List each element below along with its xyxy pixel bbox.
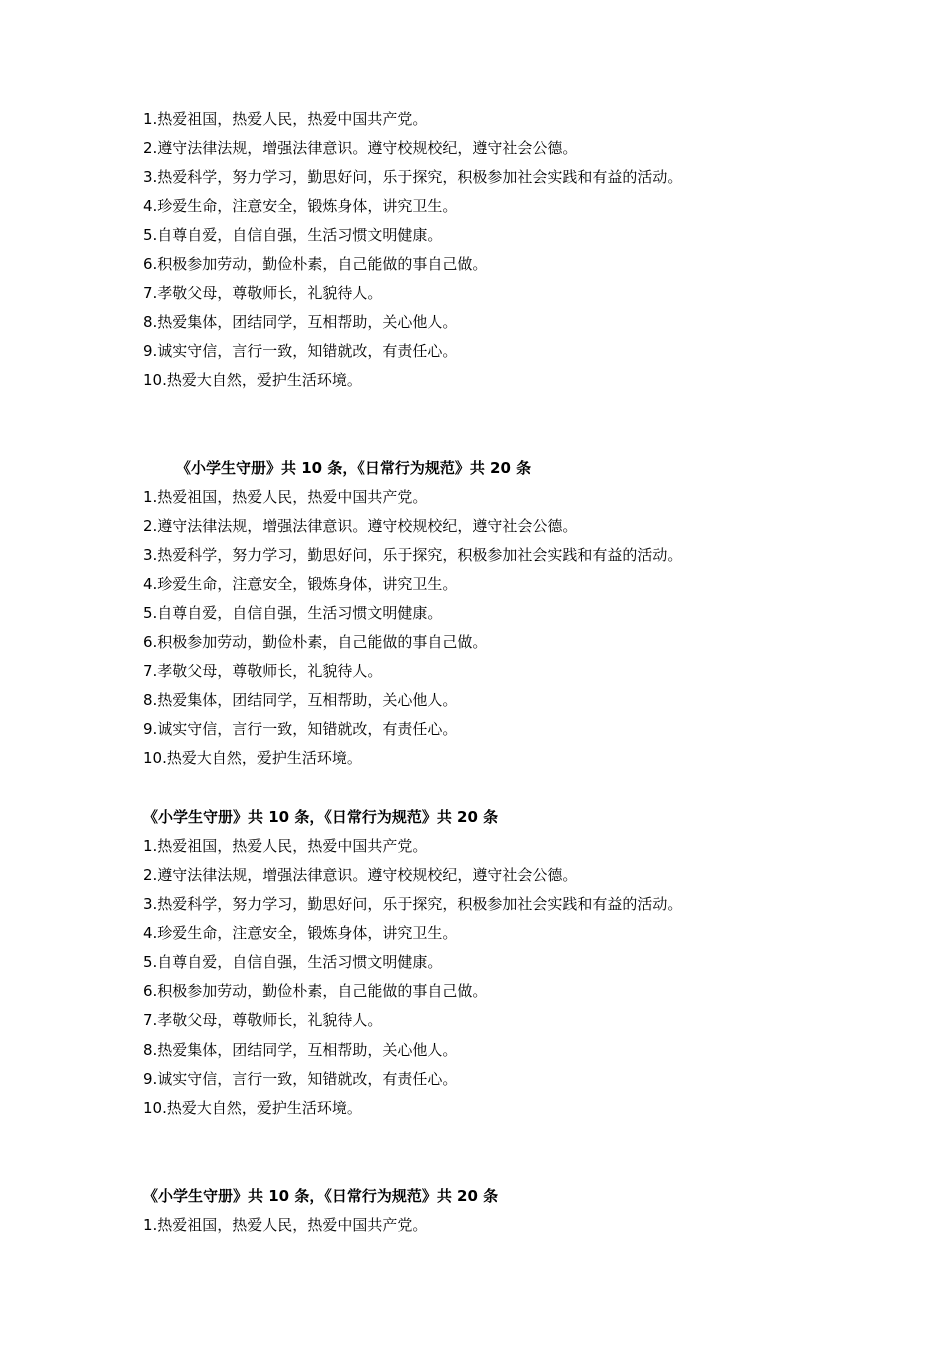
list-item: 7.孝敬父母，尊敬师长，礼貌待人。 [143, 1011, 383, 1029]
list-item: 1.热爱祖国，热爱人民，热爱中国共产党。 [143, 837, 428, 855]
list-item: 10.热爱大自然，爱护生活环境。 [143, 749, 362, 767]
section-heading: 《小学生守册》共 10 条，《日常行为规范》共 20 条 [143, 1187, 499, 1205]
list-item: 1.热爱祖国，热爱人民，热爱中国共产党。 [143, 1216, 428, 1234]
list-item: 5.自尊自爱，自信自强，生活习惯文明健康。 [143, 604, 443, 622]
list-item: 1.热爱祖国，热爱人民，热爱中国共产党。 [143, 110, 428, 128]
section-heading: 《小学生守册》共 10 条，《日常行为规范》共 20 条 [143, 808, 499, 826]
list-item: 3.热爱科学，努力学习，勤思好问，乐于探究，积极参加社会实践和有益的活动。 [143, 546, 683, 564]
list-item: 6.积极参加劳动，勤俭朴素，自己能做的事自己做。 [143, 255, 488, 273]
list-item: 10.热爱大自然，爱护生活环境。 [143, 371, 362, 389]
list-item: 9.诚实守信，言行一致，知错就改，有责任心。 [143, 1070, 458, 1088]
list-item: 3.热爱科学，努力学习，勤思好问，乐于探究，积极参加社会实践和有益的活动。 [143, 168, 683, 186]
list-item: 4.珍爱生命，注意安全，锻炼身体，讲究卫生。 [143, 575, 458, 593]
list-item: 7.孝敬父母，尊敬师长，礼貌待人。 [143, 284, 383, 302]
list-item: 2.遵守法律法规，增强法律意识。遵守校规校纪，遵守社会公德。 [143, 517, 578, 535]
list-item: 3.热爱科学，努力学习，勤思好问，乐于探究，积极参加社会实践和有益的活动。 [143, 895, 683, 913]
list-item: 1.热爱祖国，热爱人民，热爱中国共产党。 [143, 488, 428, 506]
list-item: 9.诚实守信，言行一致，知错就改，有责任心。 [143, 342, 458, 360]
list-item: 2.遵守法律法规，增强法律意识。遵守校规校纪，遵守社会公德。 [143, 139, 578, 157]
section-heading: 《小学生守册》共 10 条，《日常行为规范》共 20 条 [176, 459, 532, 477]
list-item: 6.积极参加劳动，勤俭朴素，自己能做的事自己做。 [143, 982, 488, 1000]
list-item: 2.遵守法律法规，增强法律意识。遵守校规校纪，遵守社会公德。 [143, 866, 578, 884]
list-item: 4.珍爱生命，注意安全，锻炼身体，讲究卫生。 [143, 924, 458, 942]
list-item: 9.诚实守信，言行一致，知错就改，有责任心。 [143, 720, 458, 738]
list-item: 10.热爱大自然，爱护生活环境。 [143, 1099, 362, 1117]
list-item: 7.孝敬父母，尊敬师长，礼貌待人。 [143, 662, 383, 680]
list-item: 5.自尊自爱，自信自强，生活习惯文明健康。 [143, 953, 443, 971]
list-item: 8.热爱集体，团结同学，互相帮助，关心他人。 [143, 1041, 458, 1059]
list-item: 5.自尊自爱，自信自强，生活习惯文明健康。 [143, 226, 443, 244]
list-item: 6.积极参加劳动，勤俭朴素，自己能做的事自己做。 [143, 633, 488, 651]
list-item: 8.热爱集体，团结同学，互相帮助，关心他人。 [143, 313, 458, 331]
list-item: 8.热爱集体，团结同学，互相帮助，关心他人。 [143, 691, 458, 709]
list-item: 4.珍爱生命，注意安全，锻炼身体，讲究卫生。 [143, 197, 458, 215]
